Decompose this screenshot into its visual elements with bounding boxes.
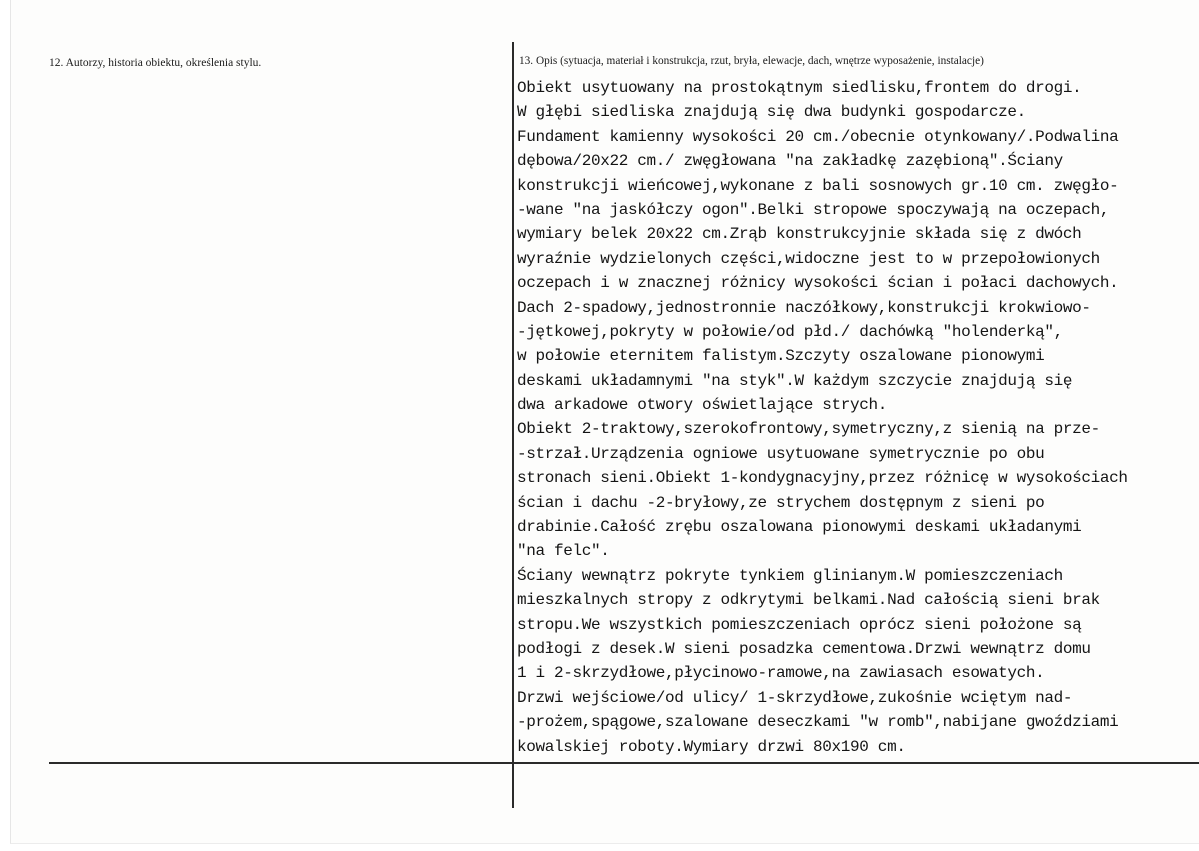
field-13-header: 13. Opis (sytuacja, materiał i konstrukcja, rzut, bryła, elewacje, dach, wnętrze wyposażenie, instalacje): [519, 55, 984, 67]
text-line: drabinie.Całość zrębu oszalowana pionowymi deskami układanymi: [517, 518, 1082, 537]
column-divider: [512, 42, 514, 808]
text-line: Obiekt usytuowany na prostokątnym siedlisku,frontem do drogi.: [517, 79, 1082, 97]
text-line: -jętkowej,pokryty w połowie/od płd./ dachówką "holenderką",: [517, 322, 1063, 341]
field-12-header: 12. Autorzy, historia obiektu, określenia stylu.: [49, 57, 262, 69]
text-line: "na felc".: [517, 542, 610, 561]
text-line: deskami układamnymi "na styk".W każdym szczycie znajdują się: [517, 371, 1073, 390]
text-line: -wane "na jaskółczy ogon".Belki stropowe spoczywają na oczepach,: [517, 200, 1110, 219]
record-card: [10, 0, 1199, 844]
text-line: mieszkalnych stropy z odkrytymi belkami.Nad całością sieni brak: [517, 591, 1100, 610]
text-line: -prożem,spągowe,szalowane deseczkami "w romb",nabijane gwoździami: [517, 713, 1119, 732]
text-line: wyraźnie wydzielonych części,widoczne jest to w przepołowionych: [517, 249, 1100, 268]
text-line: Drzwi wejściowe/od ulicy/ 1-skrzydłowe,zukośnie wciętym nad-: [517, 688, 1073, 707]
text-line: -strzał.Urządzenia ogniowe usytuowane symetrycznie po obu: [517, 444, 1045, 463]
text-line: 1 i 2-skrzydłowe,płycinowo-ramowe,na zawiasach esowatych.: [517, 664, 1045, 683]
text-line: W głębi siedliska znajdują się dwa budynki gospodarcze.: [517, 103, 1026, 122]
text-line: stropu.We wszystkich pomieszczeniach oprócz sieni położone są: [517, 615, 1082, 634]
text-line: Fundament kamienny wysokości 20 cm./obecnie otynkowany/.Podwalina: [517, 127, 1119, 146]
text-line: Obiekt 2-traktowy,szerokofrontowy,symetryczny,z sienią na prze-: [517, 420, 1100, 439]
text-line: oczepach i w znacznej różnicy wysokości ścian i połaci dachowych.: [517, 274, 1119, 293]
text-line: stronach sieni.Obiekt 1-kondygnacyjny,przez różnicę w wysokościach: [517, 469, 1128, 488]
text-line: Dach 2-spadowy,jednostronnie naczółkowy,konstrukcji krokwiowo-: [517, 298, 1091, 317]
text-line: dębowa/20x22 cm./ zwęgłowana "na zakładkę zazębioną".Ściany: [517, 152, 1063, 171]
text-line: konstrukcji wieńcowej,wykonane z bali sosnowych gr.10 cm. zwęgło-: [517, 176, 1119, 195]
description-text: [517, 76, 1128, 759]
text-line: ścian i dachu -2-bryłowy,ze strychem dostępnym z sieni po: [517, 493, 1045, 512]
text-line: w połowie eternitem falistym.Szczyty oszalowane pionowymi: [517, 347, 1045, 366]
text-line: wymiary belek 20x22 cm.Zrąb konstrukcyjnie składa się z dwóch: [517, 225, 1082, 244]
text-line: dwa arkadowe otwory oświetlające strych.: [517, 396, 888, 415]
text-line: Ściany wewnątrz pokryte tynkiem glinianym.W pomieszczeniach: [517, 566, 1063, 585]
bottom-rule: [49, 762, 1199, 764]
text-line: podłogi z desek.W sieni posadzka cementowa.Drzwi wewnątrz domu: [517, 639, 1091, 658]
text-line: kowalskiej roboty.Wymiary drzwi 80x190 cm.: [517, 737, 906, 756]
